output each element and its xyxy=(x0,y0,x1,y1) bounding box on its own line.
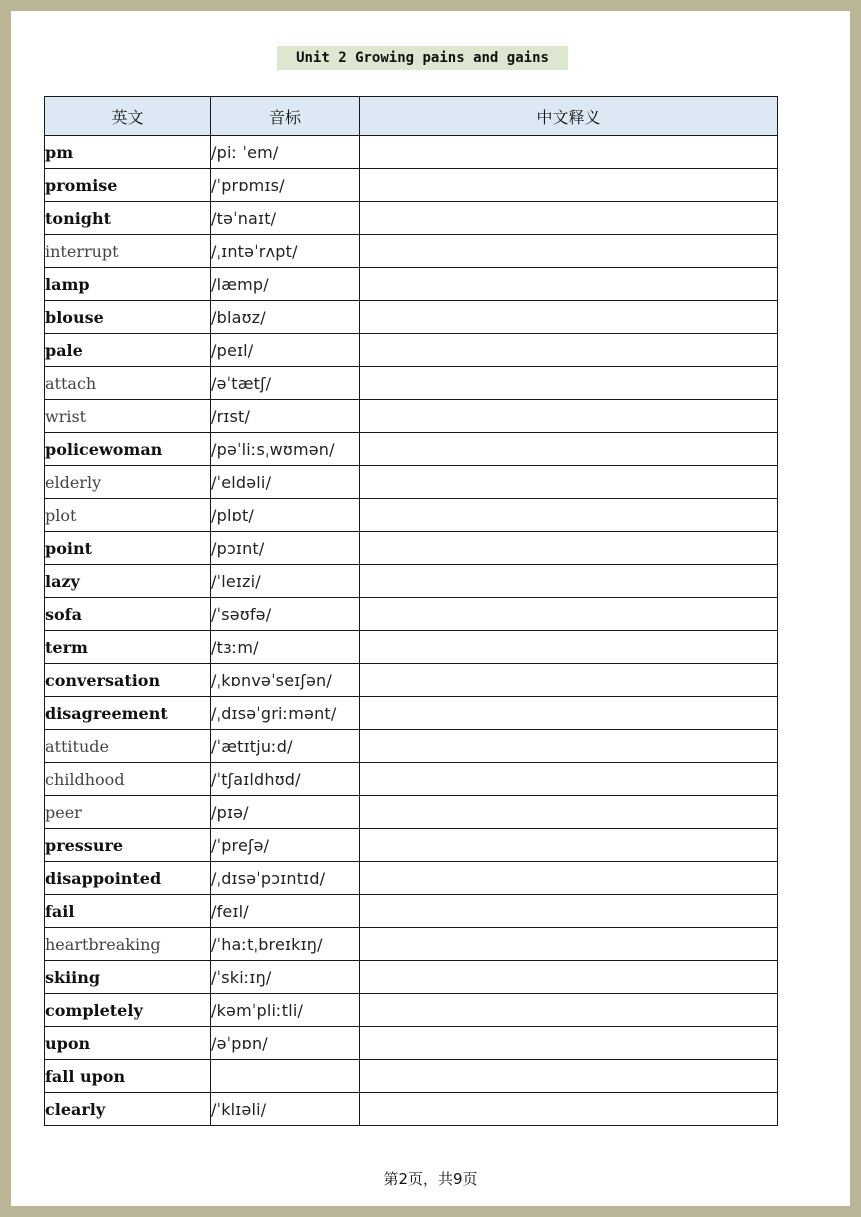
unit-title: Unit 2 Growing pains and gains xyxy=(277,46,568,70)
table-row xyxy=(45,763,778,796)
chinese-meaning-blank[interactable] xyxy=(360,169,778,202)
header-english: 英文 xyxy=(45,97,211,136)
english-word: elderly xyxy=(45,466,211,499)
phonetic-transcription: /ˌdɪsəˈpɔɪntɪd/ xyxy=(211,862,360,895)
table-row xyxy=(45,169,778,202)
chinese-meaning-blank[interactable] xyxy=(360,1027,778,1060)
phonetic-transcription: /ˈklɪəli/ xyxy=(211,1093,360,1126)
phonetic-transcription: /ˈpreʃə/ xyxy=(211,829,360,862)
table-row xyxy=(45,730,778,763)
vocabulary-table xyxy=(44,96,778,1126)
header-phonetic: 音标 xyxy=(211,97,360,136)
table-row xyxy=(45,202,778,235)
table-row xyxy=(45,301,778,334)
table-row xyxy=(45,664,778,697)
chinese-meaning-blank[interactable] xyxy=(360,994,778,1027)
english-word: tonight xyxy=(45,202,211,235)
english-word: disappointed xyxy=(45,862,211,895)
phonetic-transcription: /ˈhaːtˌbreɪkɪŋ/ xyxy=(211,928,360,961)
phonetic-transcription: /rɪst/ xyxy=(211,400,360,433)
english-word: pale xyxy=(45,334,211,367)
table-row xyxy=(45,928,778,961)
table-row xyxy=(45,796,778,829)
table-row xyxy=(45,1093,778,1126)
chinese-meaning-blank[interactable] xyxy=(360,532,778,565)
table-row xyxy=(45,565,778,598)
table-row xyxy=(45,400,778,433)
table-header-row xyxy=(45,97,778,136)
table-row xyxy=(45,1027,778,1060)
phonetic-transcription: /feɪl/ xyxy=(211,895,360,928)
phonetic-transcription: /əˈtætʃ/ xyxy=(211,367,360,400)
chinese-meaning-blank[interactable] xyxy=(360,334,778,367)
table-row xyxy=(45,334,778,367)
english-word: plot xyxy=(45,499,211,532)
chinese-meaning-blank[interactable] xyxy=(360,367,778,400)
english-word: blouse xyxy=(45,301,211,334)
english-word: term xyxy=(45,631,211,664)
english-word: policewoman xyxy=(45,433,211,466)
english-word: wrist xyxy=(45,400,211,433)
chinese-meaning-blank[interactable] xyxy=(360,235,778,268)
table-row xyxy=(45,499,778,532)
phonetic-transcription: /ˌkɒnvəˈseɪʃən/ xyxy=(211,664,360,697)
phonetic-transcription: /əˈpɒn/ xyxy=(211,1027,360,1060)
chinese-meaning-blank[interactable] xyxy=(360,301,778,334)
page-number: 第2页，共9页 xyxy=(383,1170,478,1188)
chinese-meaning-blank[interactable] xyxy=(360,466,778,499)
english-word: childhood xyxy=(45,763,211,796)
header-chinese-meaning: 中文释义 xyxy=(360,97,778,136)
english-word: skiing xyxy=(45,961,211,994)
phonetic-transcription: /ˈprɒmɪs/ xyxy=(211,169,360,202)
table-row xyxy=(45,367,778,400)
phonetic-transcription: /pəˈliːsˌwʊmən/ xyxy=(211,433,360,466)
chinese-meaning-blank[interactable] xyxy=(360,664,778,697)
vocabulary-rows xyxy=(45,136,778,1126)
phonetic-transcription: /ˌɪntəˈrʌpt/ xyxy=(211,235,360,268)
chinese-meaning-blank[interactable] xyxy=(360,730,778,763)
chinese-meaning-blank[interactable] xyxy=(360,928,778,961)
chinese-meaning-blank[interactable] xyxy=(360,697,778,730)
english-word: lamp xyxy=(45,268,211,301)
english-word: point xyxy=(45,532,211,565)
chinese-meaning-blank[interactable] xyxy=(360,631,778,664)
english-word: conversation xyxy=(45,664,211,697)
table-row xyxy=(45,895,778,928)
table-row xyxy=(45,1060,778,1093)
table-row xyxy=(45,631,778,664)
chinese-meaning-blank[interactable] xyxy=(360,598,778,631)
english-word: pressure xyxy=(45,829,211,862)
chinese-meaning-blank[interactable] xyxy=(360,433,778,466)
chinese-meaning-blank[interactable] xyxy=(360,829,778,862)
phonetic-transcription: /kəmˈpliːtli/ xyxy=(211,994,360,1027)
chinese-meaning-blank[interactable] xyxy=(360,565,778,598)
phonetic-transcription xyxy=(211,1060,360,1093)
table-row xyxy=(45,235,778,268)
english-word: fail xyxy=(45,895,211,928)
chinese-meaning-blank[interactable] xyxy=(360,1093,778,1126)
english-word: upon xyxy=(45,1027,211,1060)
chinese-meaning-blank[interactable] xyxy=(360,796,778,829)
english-word: attach xyxy=(45,367,211,400)
chinese-meaning-blank[interactable] xyxy=(360,400,778,433)
table-row xyxy=(45,466,778,499)
phonetic-transcription: /piː ˈem/ xyxy=(211,136,360,169)
english-word: clearly xyxy=(45,1093,211,1126)
phonetic-transcription: /ˈleɪzi/ xyxy=(211,565,360,598)
phonetic-transcription: /ˈskiːɪŋ/ xyxy=(211,961,360,994)
english-word: heartbreaking xyxy=(45,928,211,961)
phonetic-transcription: /ˈætɪtjuːd/ xyxy=(211,730,360,763)
english-word: lazy xyxy=(45,565,211,598)
phonetic-transcription: /təˈnaɪt/ xyxy=(211,202,360,235)
table-row xyxy=(45,433,778,466)
english-word: disagreement xyxy=(45,697,211,730)
table-row xyxy=(45,697,778,730)
phonetic-transcription: /plɒt/ xyxy=(211,499,360,532)
chinese-meaning-blank[interactable] xyxy=(360,268,778,301)
phonetic-transcription: /ˈsəʊfə/ xyxy=(211,598,360,631)
chinese-meaning-blank[interactable] xyxy=(360,763,778,796)
english-word: interrupt xyxy=(45,235,211,268)
table-row xyxy=(45,136,778,169)
english-word: attitude xyxy=(45,730,211,763)
phonetic-transcription: /peɪl/ xyxy=(211,334,360,367)
english-word: peer xyxy=(45,796,211,829)
table-row xyxy=(45,961,778,994)
chinese-meaning-blank[interactable] xyxy=(360,136,778,169)
phonetic-transcription: /blaʊz/ xyxy=(211,301,360,334)
english-word: pm xyxy=(45,136,211,169)
phonetic-transcription: /ˌdɪsəˈgriːmənt/ xyxy=(211,697,360,730)
phonetic-transcription: /ˈeldəli/ xyxy=(211,466,360,499)
table-row xyxy=(45,532,778,565)
english-word: promise xyxy=(45,169,211,202)
chinese-meaning-blank[interactable] xyxy=(360,961,778,994)
english-word: sofa xyxy=(45,598,211,631)
phonetic-transcription: /læmp/ xyxy=(211,268,360,301)
table-row xyxy=(45,829,778,862)
phonetic-transcription: /pɔɪnt/ xyxy=(211,532,360,565)
table-row xyxy=(45,598,778,631)
table-row xyxy=(45,268,778,301)
chinese-meaning-blank[interactable] xyxy=(360,1060,778,1093)
chinese-meaning-blank[interactable] xyxy=(360,202,778,235)
phonetic-transcription: /pɪə/ xyxy=(211,796,360,829)
table-row xyxy=(45,862,778,895)
chinese-meaning-blank[interactable] xyxy=(360,895,778,928)
english-word: fall upon xyxy=(45,1060,211,1093)
phonetic-transcription: /tɜːm/ xyxy=(211,631,360,664)
chinese-meaning-blank[interactable] xyxy=(360,499,778,532)
phonetic-transcription: /ˈtʃaɪldhʊd/ xyxy=(211,763,360,796)
english-word: completely xyxy=(45,994,211,1027)
table-row xyxy=(45,994,778,1027)
chinese-meaning-blank[interactable] xyxy=(360,862,778,895)
